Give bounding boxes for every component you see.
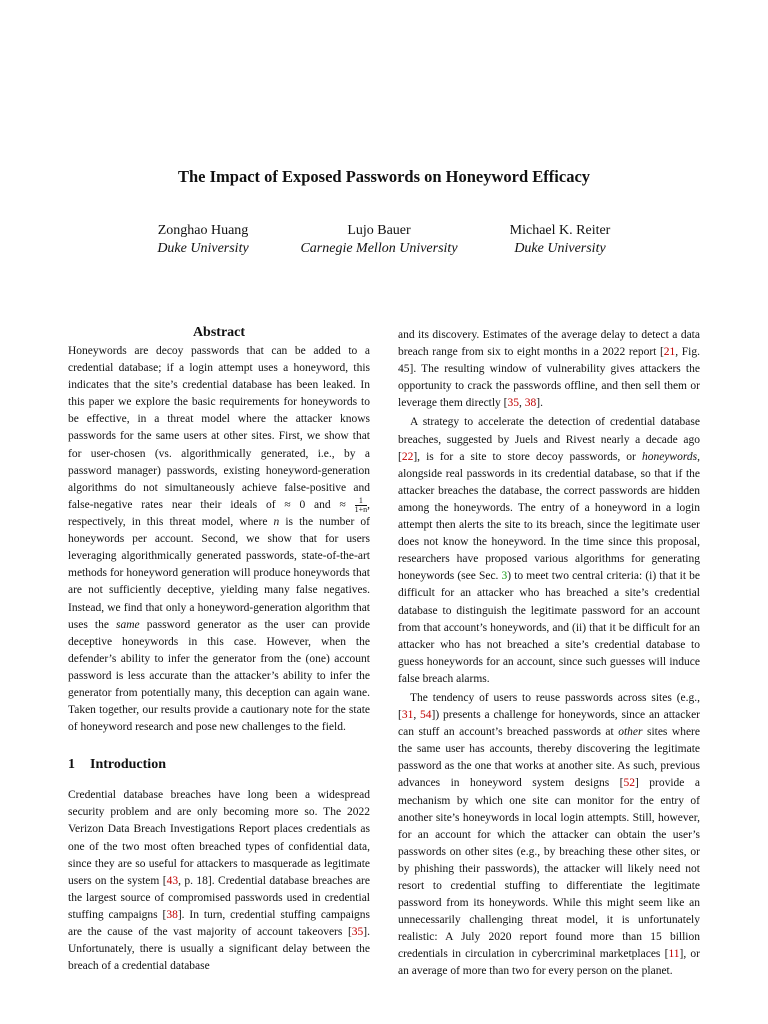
citation-link[interactable]: 21 [663,346,676,359]
body-text: ]. [536,397,543,410]
body-text: , p. 18]. Credential database breaches are the largest source of compromised passwords used in credential stuffing campaigns [ [68,874,370,921]
citation-link[interactable]: 43 [166,874,179,887]
author-block [290,222,468,258]
author-block [128,222,278,258]
citation-link[interactable]: 54 [420,709,432,722]
author-affiliation: Duke University [157,241,249,256]
body-text: A strategy to accelerate the detection of credential database breaches, suggested by Juels and Rivest nearly a decade ago [ [398,416,700,463]
abstract-heading: Abstract [192,325,246,340]
author-affiliation: Carnegie Mellon University [300,241,458,256]
citation-link[interactable]: 11 [668,948,680,961]
emphasis: same [116,618,140,631]
abstract-paragraph [68,343,370,736]
citation-link[interactable]: 38 [524,397,537,410]
body-text: ]. In turn, credential stuffing campaigns are the cause of the vast majority of account takeovers [ [68,908,371,939]
abstract-text: is the number of honeywords per account. Second, we show that for users leveraging algorithmically generated passwords, state-of-the-art methods for honeyword generation will produce honeywords that are not sufficiently deceptive, yielding many false negatives. Instead, we find that only a honeyword-generation algorithm that uses the [68,516,370,631]
citation-link[interactable]: 35 [351,926,364,939]
author-name: Lujo Bauer [347,223,411,238]
fraction-numerator: 1 [355,497,368,506]
section-reference-link[interactable]: 3 [501,570,508,583]
abstract-text: , respectively, in this threat model, where [68,498,370,529]
math-variable: n [273,516,280,529]
citation-link[interactable]: 52 [623,777,635,790]
body-text: Credential database breaches have long been a widespread security problem and are only becoming more so. The 2022 Verizon Data Breach Investigations Report places credentials as one of the two most often breached types of confidential data, since they are so useful for attackers to masquerade as legitimate users on the system [ [68,789,370,887]
body-text: , [519,397,525,410]
body-text: , Fig. 45]. The resulting window of vulnerability gives attackers the opportunity to crack the passwords offline, and then sell them or leverage them directly [ [398,346,700,410]
paper-title: The Impact of Exposed Passwords on Honeyword Efficacy [177,167,591,186]
body-text: ]) presents a challenge for honeywords, since an attacker can stuff an account’s breached passwords at [398,709,701,739]
citation-link[interactable]: 31 [401,709,414,722]
body-text: The tendency of users to reuse passwords across sites (e.g., [ [398,691,700,722]
section-heading [68,756,370,774]
body-text: , [413,709,421,722]
body-paragraph [398,327,700,412]
right-column [398,327,700,981]
author-name: Zonghao Huang [157,223,249,238]
citation-link[interactable]: 35 [507,397,520,410]
emphasis: honeywords [641,450,698,463]
body-paragraph [398,414,700,688]
body-text: ] provide a mechanism by which one site can monitor for the entry of another site’s honeywords in local login attempts. Still, however, for an account for which the attacker can obtain the user’s passwords on other sites (e.g., by breaching these other sites, or by phishing their passwords), the attacker will likely need not resort to credential stuffing to differentiate the legitimate password from its honeywords. While this might seem like an unnecessarily challenging threat model, it is unfortunately realistic: A July 2020 report found more than 15 billion credentials in circulation in cybercriminal marketplaces [ [398,777,700,961]
citation-link[interactable]: 22 [401,450,414,463]
fraction-denominator: 1+n [354,504,368,514]
intro-paragraph [68,787,370,975]
citation-link[interactable]: 38 [166,908,178,921]
abstract-text: Honeywords are decoy passwords that can be added to a credential database; if a login attempt uses a honeyword, this indicates that the site’s credential database has been leaked. In this paper we explore the basic requirements for honeywords to be effective, in a threat model where the attacker knows passwords for the same users at other sites. First, we show that for user-chosen (vs. algorithmically generated, i.e., by a password manager) passwords, existing honeyword-generation algorithms do not simultaneously achieve false-positive and false-negative rates near their ideals of ≈ 0 and ≈ [68,345,370,511]
body-text: ]. Unfortunately, there is usually a significant delay between the breach of a credential database [68,926,370,973]
body-text: ) to meet two central criteria: (i) that it be difficult for an attacker who has breached a site’s credential database to distinguish the legitimate password for an account from that account’s honeywords, and (ii) that it be difficult for an attacker who has not breached a site’s credential database to guess honeywords for an account, since such guesses will induce false breach alarms. [398,570,700,685]
body-text: sites where the same user has accounts, thereby discovering the legitimate password as the one that works at another site. As such, previous advances in honeyword system designs [ [398,726,700,790]
left-column [68,324,370,975]
emphasis: other [618,726,643,739]
body-paragraph [398,690,700,981]
body-text: and its discovery. Estimates of the average delay to detect a data breach range from six to eight months in a 2022 report [ [398,329,700,359]
abstract-text: password generator as the user can provide deceptive honeywords in this case. However, when the defender’s ability to infer the generator from the (one) account password is less accurate than the attacker’s ability to infer the generator from potentially many, this deception can again wane. Taken together, our results provide a cautionary note for the state of honeyword research and pose new challenges to the field. [68,618,370,734]
section-number: 1 [68,757,75,773]
section-title: Introduction [90,757,166,773]
author-affiliation: Duke University [514,241,606,256]
fraction [355,497,368,514]
author-name: Michael K. Reiter [509,223,611,238]
body-text: ], is for a site to store decoy passwords, or [413,450,642,463]
author-block [480,222,640,258]
body-text: ], or an average of more than two for every person on the planet. [398,948,701,978]
body-text: , alongside real passwords in its credential database, so that if the attacker breaches the database, the correct passwords are hidden among the honeywords. The entry of a honeyword in a login attempt then alerts the site to its breach, since the legitimate user does not know the honeyword. In the time since this proposal, researchers have proposed various algorithms for generating honeywords (see Sec. [398,450,700,583]
